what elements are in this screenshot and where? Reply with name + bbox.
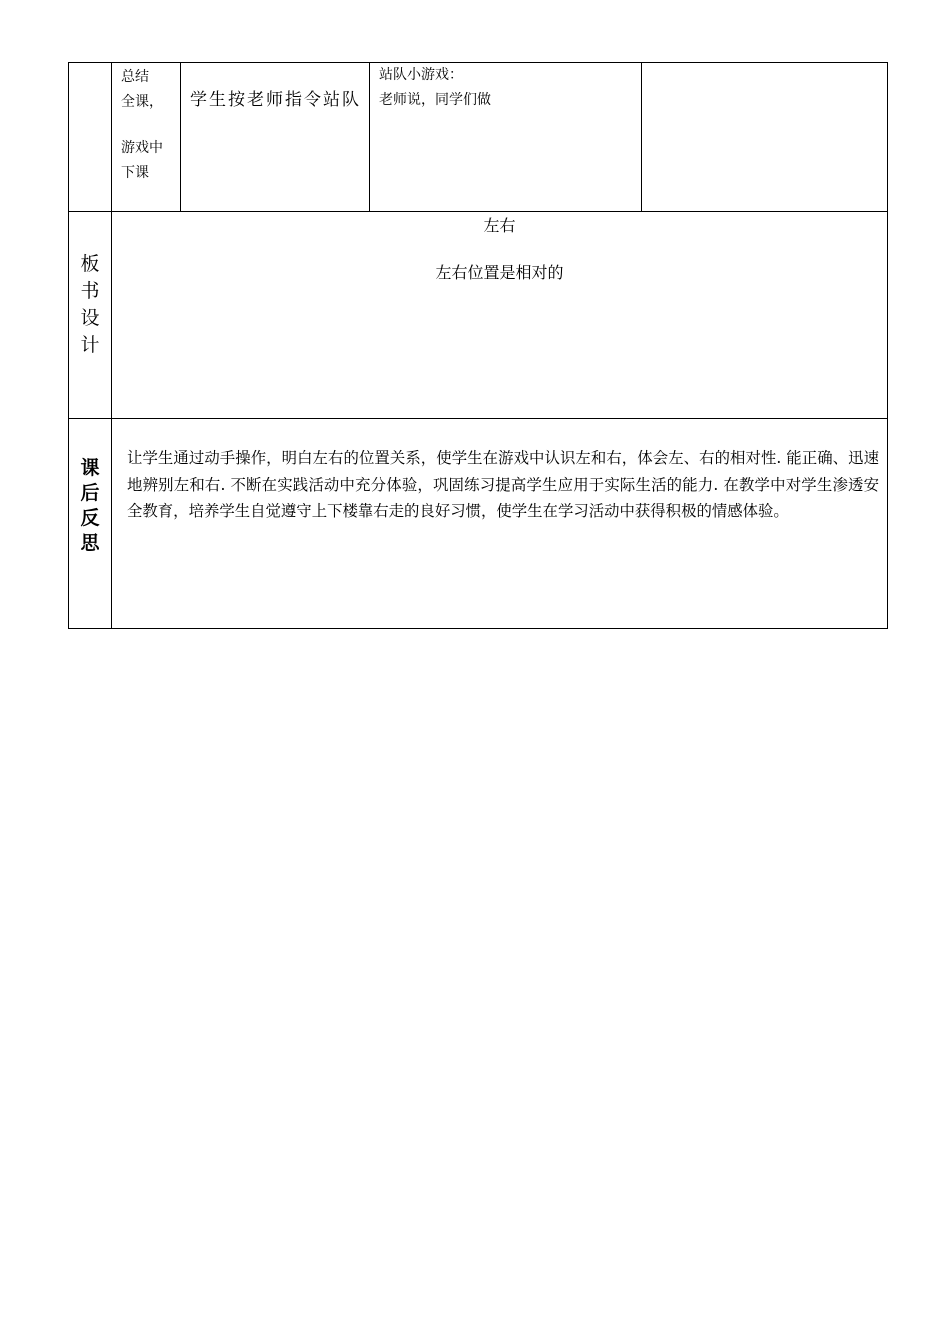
reflection-label-char: 课 <box>80 457 100 479</box>
student-activity-cell <box>181 63 370 212</box>
reflection-label-char: 思 <box>80 532 100 554</box>
summary-row <box>69 63 888 212</box>
board-label-char: 设 <box>80 307 100 329</box>
reflection-label <box>69 419 112 629</box>
step-line: 全课， <box>121 94 163 110</box>
game-title: 站队小游戏： <box>379 67 463 83</box>
reflection-row <box>69 419 888 629</box>
board-design-content <box>112 212 888 419</box>
reflection-label-char: 反 <box>80 507 100 529</box>
step-line: 总结 <box>121 69 149 85</box>
board-label-char: 计 <box>80 334 100 356</box>
step-line: 游戏中 <box>121 140 163 156</box>
student-activity-text: 学生按老师指令站队 <box>190 90 361 110</box>
lesson-plan-table <box>68 62 888 629</box>
reflection-content <box>112 419 888 629</box>
board-label-char: 板 <box>80 253 100 275</box>
step-spacer <box>121 115 180 136</box>
game-description: 老师说，同学们做 <box>379 92 491 108</box>
board-label-char: 书 <box>80 280 100 302</box>
empty-label-cell <box>69 63 112 212</box>
teacher-activity-cell <box>370 63 642 212</box>
reflection-text: 让学生通过动手操作，明白左右的位置关系，使学生在游戏中认识左和右，体会左、右的相对性. 能正确、迅速地辨别左和右. 不断在实践活动中充分体验，巩固练习提高学生应用于实际生活的能力. 在教学中对学生渗透安全教育，培养学生自觉遵守上下楼靠右走的良好习惯，使学生在学习活动中获得积极的情感体验。 <box>127 449 879 520</box>
notes-cell <box>642 63 888 212</box>
board-design-label <box>69 212 112 419</box>
reflection-label-char: 后 <box>80 482 100 504</box>
step-cell <box>112 63 181 212</box>
board-line: 左右位置是相对的 <box>435 263 564 282</box>
board-title: 左右 <box>483 216 516 235</box>
board-design-row <box>69 212 888 419</box>
step-line: 下课 <box>121 165 149 181</box>
